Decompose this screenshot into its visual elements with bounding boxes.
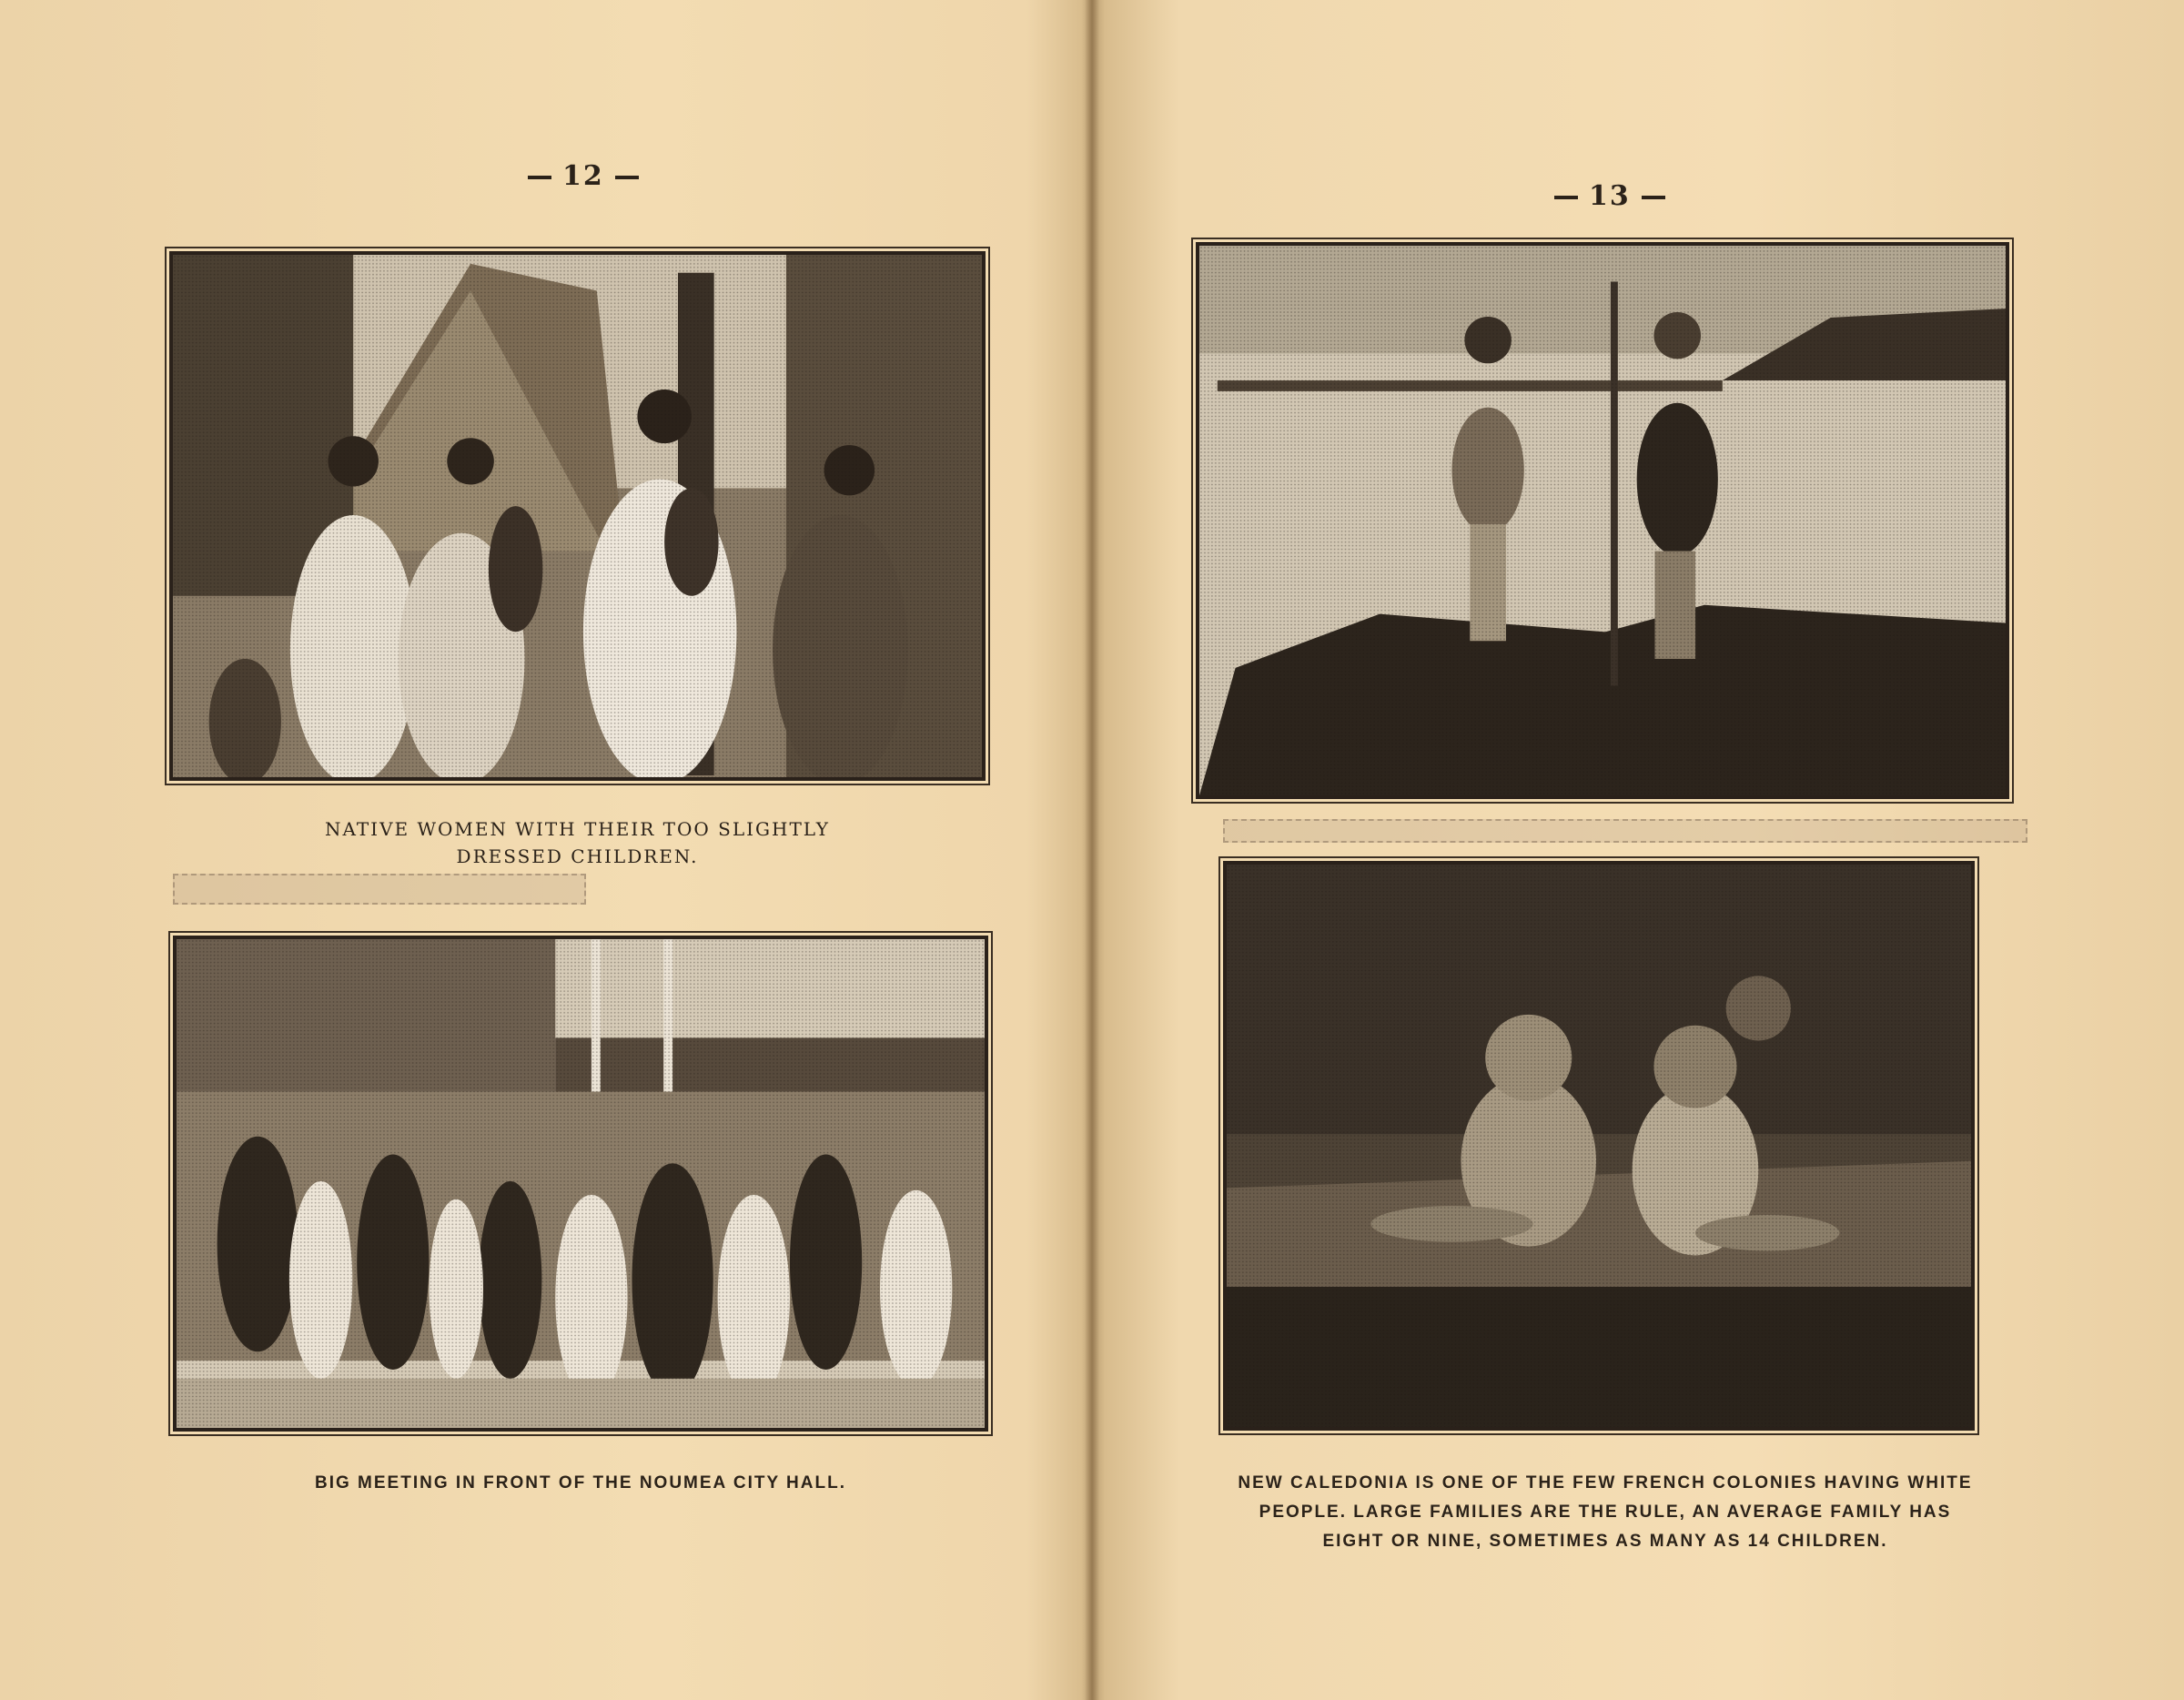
caption-city-hall-meeting: BIG MEETING IN FRONT OF THE NOUMEA CITY HALL. xyxy=(315,1473,846,1493)
photo-native-women xyxy=(169,251,986,781)
photo-babies xyxy=(1223,861,1975,1431)
caption-new-caledonia: NEW CALEDONIA IS ONE OF THE FEW FRENCH COLONIES HAVING WHITE PEOPLE. LARGE FAMILIES ARE THE RULE, AN AVERAGE FAMILY HAS EIGHT OR NINE, SOMETIMES AS MANY AS 14 CHILDREN. xyxy=(1238,1473,1973,1551)
page-number-right: 13 xyxy=(1543,180,1676,212)
paste-mark xyxy=(173,874,586,905)
photo-children-on-rocks xyxy=(1196,242,2009,799)
paste-mark xyxy=(1223,819,2027,843)
page-number-left: 12 xyxy=(517,160,650,192)
photo-city-hall-meeting xyxy=(173,936,988,1432)
right-page xyxy=(1096,0,2184,1700)
caption-native-women: NATIVE WOMEN WITH THEIR TOO SLIGHTLY DRESSED CHILDREN. xyxy=(324,818,830,867)
left-page xyxy=(0,0,1088,1700)
